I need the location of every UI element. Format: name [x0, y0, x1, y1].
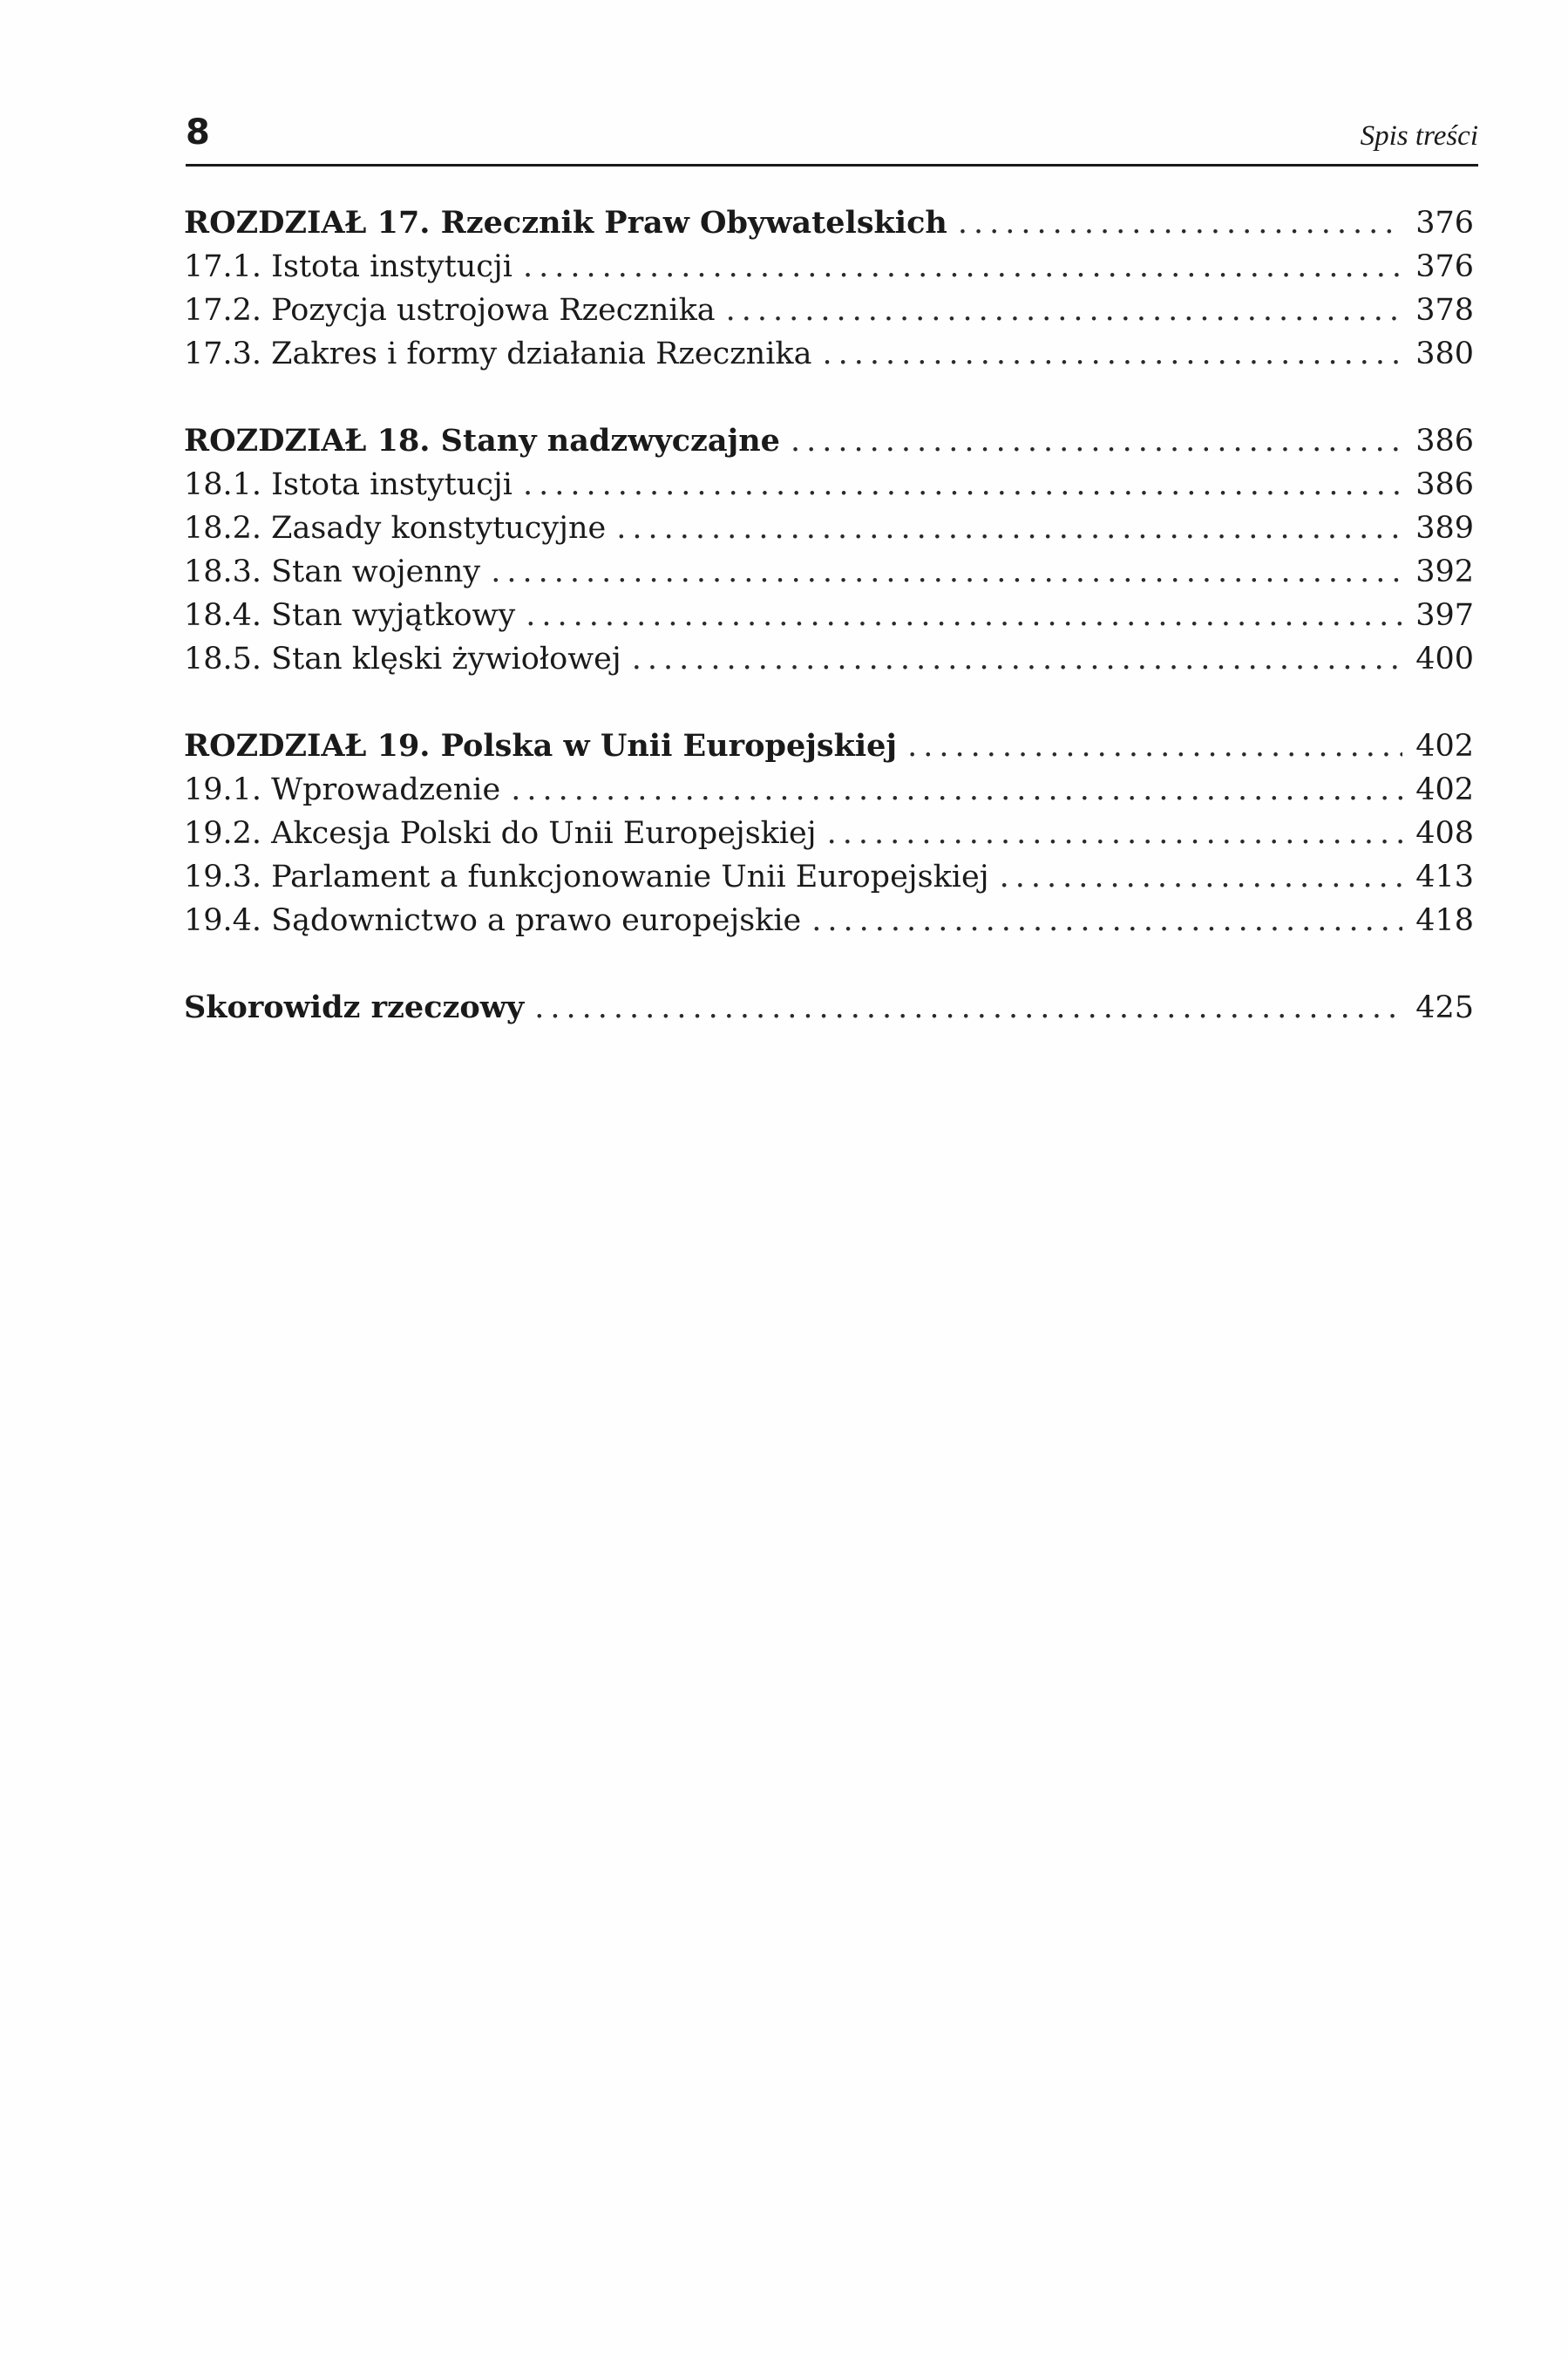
toc-entry-page: 397: [1415, 598, 1474, 633]
dot-leader: [523, 245, 1402, 289]
toc-entry: [184, 245, 1474, 289]
toc-section-index: [184, 986, 1474, 1030]
dot-leader: [523, 463, 1402, 507]
toc-entry-label: 17.1. Istota instytucji: [184, 249, 512, 284]
toc-entry-page: 378: [1415, 293, 1474, 328]
dot-leader: [791, 419, 1402, 463]
dot-leader: [907, 724, 1402, 768]
toc-entry-page: 380: [1415, 337, 1474, 371]
toc-entry-label: 18.3. Stan wojenny: [184, 554, 481, 589]
toc-entry-page: 425: [1415, 990, 1474, 1025]
toc-entry-label: 17.2. Pozycja ustrojowa Rzecznika: [184, 293, 716, 328]
toc-entry-page: 413: [1415, 860, 1474, 894]
toc-entry: [184, 768, 1474, 812]
dot-leader: [827, 812, 1402, 855]
toc-entry-page: 400: [1415, 642, 1474, 677]
dot-leader: [958, 201, 1402, 245]
table-of-contents: [184, 201, 1474, 1030]
toc-entry: [184, 332, 1474, 376]
toc-entry-label: 18.2. Zasady konstytucyjne: [184, 511, 607, 546]
toc-entry-label: ROZDZIAŁ 19. Polska w Unii Europejskiej: [184, 728, 898, 764]
toc-entry-page: 386: [1415, 424, 1474, 459]
toc-entry-page: 392: [1415, 554, 1474, 589]
dot-leader: [491, 550, 1402, 594]
toc-entry: [184, 289, 1474, 332]
toc-entry-page: 376: [1415, 249, 1474, 284]
dot-leader: [534, 986, 1402, 1030]
page-header: [186, 110, 1478, 167]
toc-entry: [184, 201, 1474, 245]
toc-entry-label: 19.1. Wprowadzenie: [184, 772, 501, 807]
toc-entry-label: Skorowidz rzeczowy: [184, 990, 525, 1025]
toc-entry-label: 18.5. Stan klęski żywiołowej: [184, 642, 621, 677]
toc-entry: [184, 724, 1474, 768]
toc-entry-label: ROZDZIAŁ 17. Rzecznik Praw Obywatelskich: [184, 205, 947, 241]
dot-leader: [811, 899, 1402, 942]
dot-leader: [616, 507, 1402, 550]
dot-leader: [726, 289, 1402, 332]
toc-entry: [184, 594, 1474, 637]
toc-entry-page: 402: [1415, 729, 1474, 764]
toc-entry: [184, 463, 1474, 507]
dot-leader: [632, 637, 1402, 681]
toc-entry: [184, 899, 1474, 942]
toc-entry: [184, 507, 1474, 550]
dot-leader: [511, 768, 1402, 812]
toc-entry: [184, 550, 1474, 594]
toc-entry-label: 18.4. Stan wyjątkowy: [184, 598, 516, 633]
toc-section-chapter-18: [184, 419, 1474, 681]
dot-leader: [526, 594, 1402, 637]
toc-entry-page: 389: [1415, 511, 1474, 546]
toc-entry: [184, 637, 1474, 681]
toc-entry-label: 19.3. Parlament a funkcjonowanie Unii Europejskiej: [184, 860, 989, 894]
toc-entry: [184, 855, 1474, 899]
toc-section-chapter-19: [184, 724, 1474, 942]
toc-entry: [184, 812, 1474, 855]
toc-entry-label: 19.4. Sądownictwo a prawo europejskie: [184, 903, 802, 938]
toc-entry: [184, 419, 1474, 463]
dot-leader: [822, 332, 1402, 376]
toc-entry-label: ROZDZIAŁ 18. Stany nadzwyczajne: [184, 423, 780, 459]
page-number: 8: [186, 112, 210, 153]
toc-entry-page: 386: [1415, 467, 1474, 502]
toc-entry-page: 402: [1415, 772, 1474, 807]
toc-entry-label: 18.1. Istota instytucji: [184, 467, 512, 502]
toc-entry-page: 376: [1415, 206, 1474, 241]
toc-entry-label: 19.2. Akcesja Polski do Unii Europejskiej: [184, 816, 817, 851]
running-head: Spis treści: [1360, 120, 1478, 152]
dot-leader: [1000, 855, 1402, 899]
toc-section-chapter-17: [184, 201, 1474, 376]
toc-entry-page: 408: [1415, 816, 1474, 851]
toc-entry: [184, 986, 1474, 1030]
toc-entry-label: 17.3. Zakres i formy działania Rzecznika: [184, 337, 812, 371]
toc-entry-page: 418: [1415, 903, 1474, 938]
